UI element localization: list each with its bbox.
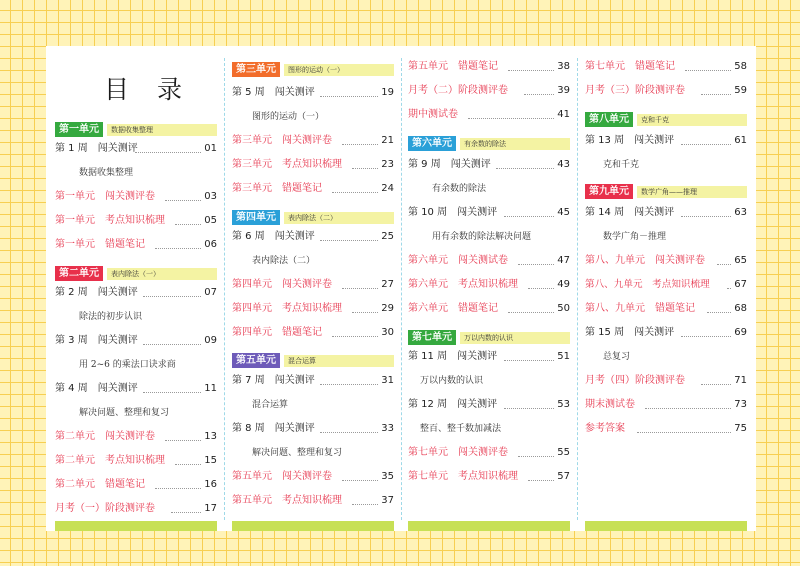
toc-entry[interactable]: 第 10 周 闯关测评 45 xyxy=(408,207,570,218)
toc-entry[interactable]: 第一单元 错题笔记 06 xyxy=(55,239,217,250)
unit-tab: 第三单元 xyxy=(232,62,280,77)
toc-entry[interactable]: 第三单元 考点知识梳理 23 xyxy=(232,159,394,170)
lesson-topic: 用 2~6 的乘法口诀求商 xyxy=(79,360,176,370)
toc-entry[interactable]: 第 3 周 闯关测评 09 xyxy=(55,335,217,346)
toc-entry[interactable]: 第八、九单元 错题笔记 68 xyxy=(585,303,747,314)
toc-entry[interactable]: 第一单元 考点知识梳理 05 xyxy=(55,215,217,226)
unit-tab: 第一单元 xyxy=(55,122,103,137)
toc-entry[interactable]: 第 12 周 闯关测评 53 xyxy=(408,399,570,410)
lesson-topic: 图形的运动（一） xyxy=(252,112,325,122)
lesson-topic: 数据收集整理 xyxy=(79,168,134,178)
column-footer-bar xyxy=(408,521,570,531)
lesson-topic: 整百、整千数加减法 xyxy=(420,424,502,434)
unit-header-5 xyxy=(232,353,394,368)
toc-entry[interactable]: 第二单元 考点知识梳理 15 xyxy=(55,455,217,466)
toc-entry[interactable]: 第六单元 考点知识梳理 49 xyxy=(408,279,570,290)
toc-entry[interactable]: 第 15 周 闯关测评 69 xyxy=(585,327,747,338)
toc-entry[interactable]: 第八、九单元 闯关测评卷 65 xyxy=(585,255,747,266)
toc-entry[interactable]: 第四单元 考点知识梳理 29 xyxy=(232,303,394,314)
unit-header-9 xyxy=(585,184,747,199)
toc-entry[interactable]: 第 14 周 闯关测评 63 xyxy=(585,207,747,218)
column-divider xyxy=(224,58,225,520)
unit-topic: 图形的运动（一） xyxy=(284,64,394,76)
unit-header-2 xyxy=(55,266,217,281)
lesson-topic: 克和千克 xyxy=(603,160,640,170)
lesson-topic: 有余数的除法 xyxy=(432,184,487,194)
unit-tab: 第五单元 xyxy=(232,353,280,368)
toc-entry[interactable]: 第七单元 错题笔记 58 xyxy=(585,61,747,72)
column-footer-bar xyxy=(585,521,747,531)
toc-entry[interactable]: 第 5 周 闯关测评 19 xyxy=(232,87,394,98)
unit-topic: 有余数的除法 xyxy=(460,138,570,150)
toc-entry[interactable]: 月考（二）阶段测评卷 39 xyxy=(408,85,570,96)
lesson-topic: 混合运算 xyxy=(252,400,289,410)
unit-tab: 第九单元 xyxy=(585,184,633,199)
unit-tab: 第八单元 xyxy=(585,112,633,127)
column-divider xyxy=(401,58,402,520)
toc-entry[interactable]: 第三单元 错题笔记 24 xyxy=(232,183,394,194)
toc-entry[interactable]: 参考答案 75 xyxy=(585,423,747,434)
toc-entry[interactable]: 月考（一）阶段测评卷 17 xyxy=(55,503,217,514)
lesson-topic: 用有余数的除法解决问题 xyxy=(432,232,532,242)
unit-header-3 xyxy=(232,62,394,77)
toc-entry[interactable]: 第 6 周 闯关测评 25 xyxy=(232,231,394,242)
unit-header-7 xyxy=(408,330,570,345)
unit-topic: 表内除法（二） xyxy=(284,212,394,224)
toc-entry[interactable]: 第八、九单元 考点知识梳理 67 xyxy=(585,279,747,290)
lesson-topic: 解决问题、整理和复习 xyxy=(79,408,170,418)
toc-entry[interactable]: 月考（三）阶段测评卷 59 xyxy=(585,85,747,96)
toc-entry[interactable]: 第二单元 错题笔记 16 xyxy=(55,479,217,490)
unit-header-1 xyxy=(55,122,217,137)
toc-entry[interactable]: 第三单元 闯关测评卷 21 xyxy=(232,135,394,146)
unit-topic: 表内除法（一） xyxy=(107,268,217,280)
toc-entry[interactable]: 第四单元 闯关测评卷 27 xyxy=(232,279,394,290)
toc-page xyxy=(46,46,756,531)
unit-header-8 xyxy=(585,112,747,127)
toc-entry[interactable]: 第 9 周 闯关测评 43 xyxy=(408,159,570,170)
toc-entry[interactable]: 第二单元 闯关测评卷 13 xyxy=(55,431,217,442)
toc-entry[interactable]: 第七单元 闯关测评卷 55 xyxy=(408,447,570,458)
lesson-topic: 表内除法（二） xyxy=(252,256,316,266)
toc-entry[interactable]: 第六单元 闯关测试卷 47 xyxy=(408,255,570,266)
toc-entry[interactable]: 第一单元 闯关测评卷 03 xyxy=(55,191,217,202)
unit-topic: 数据收集整理 xyxy=(107,124,217,136)
lesson-topic: 数学广角－推理 xyxy=(603,232,667,242)
unit-topic: 混合运算 xyxy=(284,355,394,367)
page-title: 目 录 xyxy=(104,75,192,104)
lesson-topic: 万以内数的认识 xyxy=(420,376,484,386)
toc-entry[interactable]: 第 4 周 闯关测评 11 xyxy=(55,383,217,394)
toc-entry[interactable]: 第 2 周 闯关测评 07 xyxy=(55,287,217,298)
toc-entry[interactable]: 第七单元 考点知识梳理 57 xyxy=(408,471,570,482)
unit-topic: 克和千克 xyxy=(637,114,747,126)
toc-entry[interactable]: 第五单元 闯关测评卷 35 xyxy=(232,471,394,482)
toc-entry[interactable]: 期中测试卷 41 xyxy=(408,109,570,120)
unit-tab: 第七单元 xyxy=(408,330,456,345)
toc-entry[interactable]: 第六单元 错题笔记 50 xyxy=(408,303,570,314)
toc-entry[interactable]: 第 1 周 闯关测评 01 xyxy=(55,143,217,154)
toc-entry[interactable]: 第 13 周 闯关测评 61 xyxy=(585,135,747,146)
toc-entry[interactable]: 月考（四）阶段测评卷 71 xyxy=(585,375,747,386)
toc-entry[interactable]: 第 7 周 闯关测评 31 xyxy=(232,375,394,386)
lesson-topic: 解决问题、整理和复习 xyxy=(252,448,343,458)
unit-tab: 第二单元 xyxy=(55,266,103,281)
toc-entry[interactable]: 第五单元 错题笔记 38 xyxy=(408,61,570,72)
unit-tab: 第六单元 xyxy=(408,136,456,151)
column-footer-bar xyxy=(55,521,217,531)
toc-entry[interactable]: 第四单元 错题笔记 30 xyxy=(232,327,394,338)
toc-entry[interactable]: 期末测试卷 73 xyxy=(585,399,747,410)
lesson-topic: 除法的初步认识 xyxy=(79,312,143,322)
lesson-topic: 总复习 xyxy=(603,352,631,362)
unit-topic: 万以内数的认识 xyxy=(460,332,570,344)
unit-header-6 xyxy=(408,136,570,151)
toc-entry[interactable]: 第五单元 考点知识梳理 37 xyxy=(232,495,394,506)
column-divider xyxy=(577,58,578,520)
toc-entry[interactable]: 第 11 周 闯关测评 51 xyxy=(408,351,570,362)
unit-tab: 第四单元 xyxy=(232,210,280,225)
unit-topic: 数学广角——推理 xyxy=(637,186,747,198)
unit-header-4 xyxy=(232,210,394,225)
toc-entry[interactable]: 第 8 周 闯关测评 33 xyxy=(232,423,394,434)
column-footer-bar xyxy=(232,521,394,531)
